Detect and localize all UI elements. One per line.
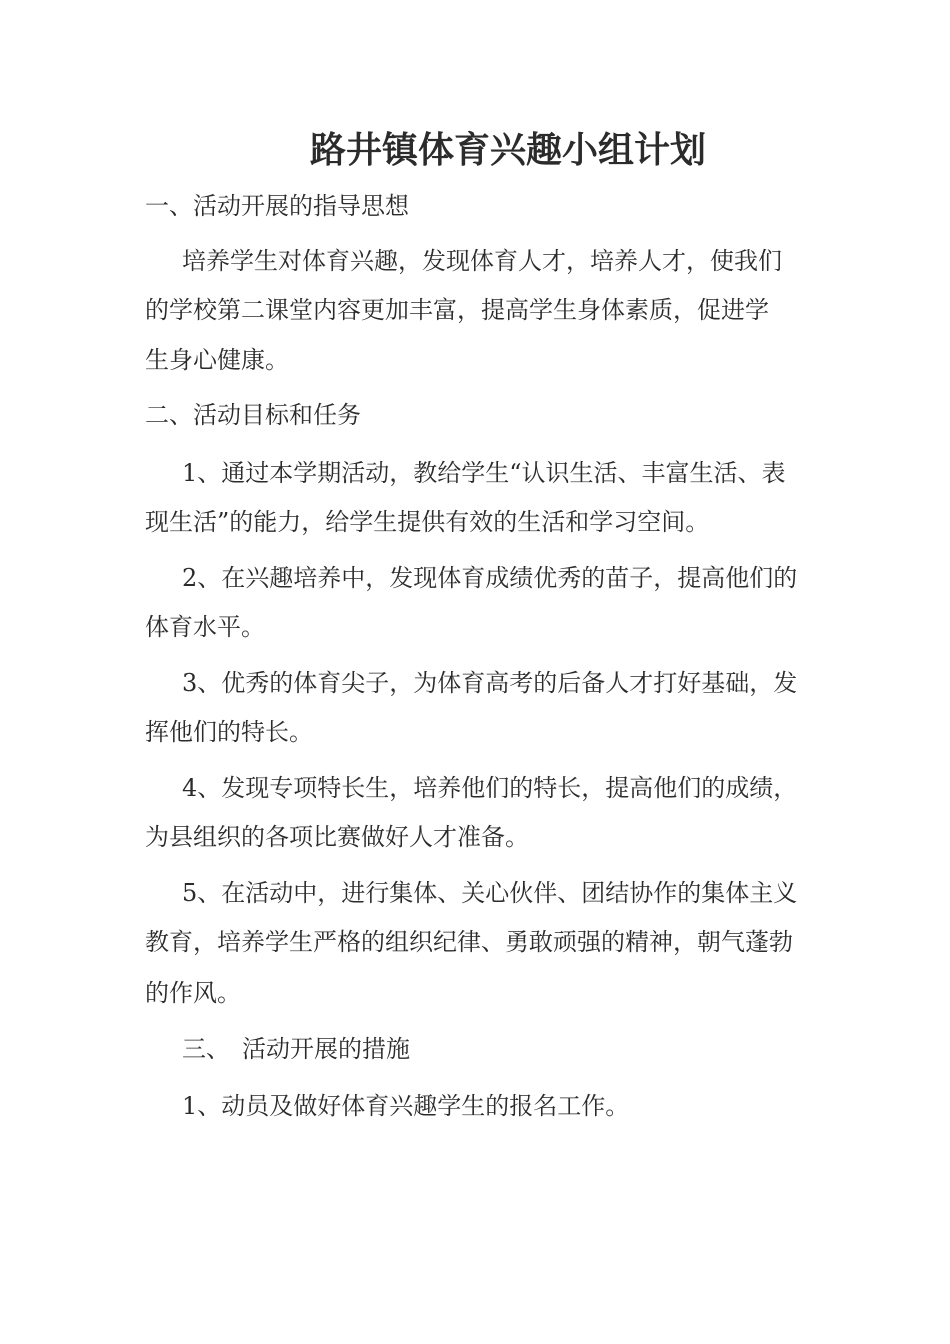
paragraph-line: 3、优秀的体育尖子，为体育高考的后备人才打好基础，发 [182, 669, 798, 697]
paragraph-line: 培养学生对体育兴趣，发现体育人才，培养人才，使我们 [182, 247, 782, 275]
paragraph-line: 教育，培养学生严格的组织纪律、勇敢顽强的精神，朝气蓬勃 [145, 928, 793, 956]
document-title: 路井镇体育兴趣小组计划 [309, 129, 706, 171]
section-heading-1: 一、活动开展的指导思想 [145, 192, 409, 220]
section-heading-2: 二、活动目标和任务 [145, 401, 361, 429]
paragraph-line: 的作风。 [145, 979, 241, 1007]
paragraph-line: 挥他们的特长。 [145, 718, 313, 746]
section-heading-3: 三、 活动开展的措施 [182, 1035, 410, 1063]
paragraph-line: 4、发现专项特长生，培养他们的特长，提高他们的成绩， [182, 774, 798, 802]
paragraph-line: 生身心健康。 [145, 346, 289, 374]
paragraph-line: 体育水平。 [145, 613, 265, 641]
paragraph-line: 5、在活动中，进行集体、关心伙伴、团结协作的集体主义 [182, 879, 798, 907]
paragraph-line: 1、动员及做好体育兴趣学生的报名工作。 [182, 1092, 630, 1120]
paragraph-line: 为县组织的各项比赛做好人才准备。 [145, 823, 529, 851]
paragraph-line: 现生活”的能力，给学生提供有效的生活和学习空间。 [145, 508, 710, 536]
paragraph-line: 的学校第二课堂内容更加丰富，提高学生身体素质，促进学 [145, 296, 769, 324]
paragraph-line: 2、在兴趣培养中，发现体育成绩优秀的苗子，提高他们的 [182, 564, 798, 592]
paragraph-line: 1、通过本学期活动，教给学生“认识生活、丰富生活、表 [182, 459, 786, 487]
